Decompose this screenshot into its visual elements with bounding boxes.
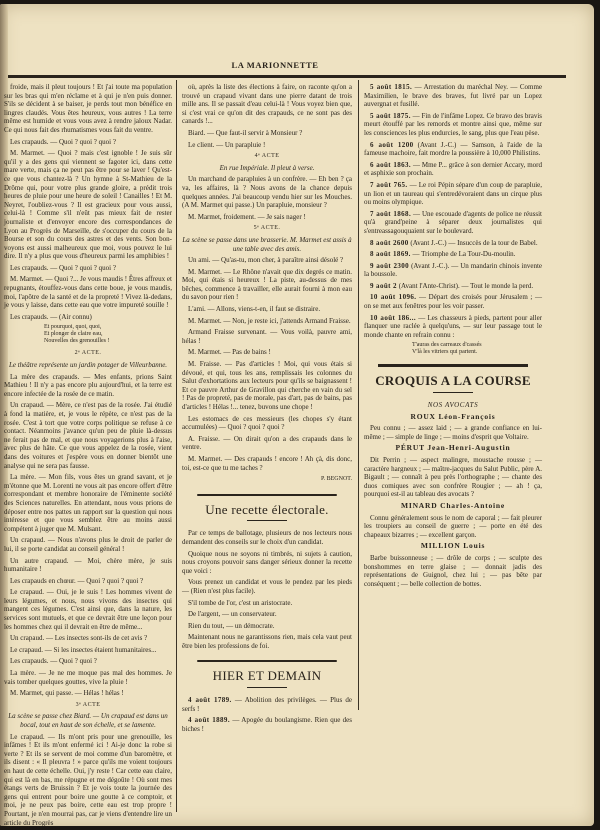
- entry-date: 9 août 2300: [370, 261, 410, 270]
- dated-entry: [364, 282, 542, 291]
- paragraph: Armand Fraisse survenant. — Vous voilà, pauvre ami, hélas !: [182, 328, 352, 345]
- paragraph: M. Marmet. — Quoi ?... Je vous maudis ! Êtres affreux et repugnants, étouffez-vous dans cette boue, je vous maudis, moi, l'apôtre de la santé et de la propreté ! Vivez là-dedans, je vous y laisse, dans cette eau que votre impureté souille !: [4, 275, 172, 310]
- entry-date: 4 août 1889.: [188, 716, 230, 725]
- paragraph: Les estomacs de ces messieurs (les chopes s'y étant accumulées) — Quoi ? quoi ? quoi ?: [182, 414, 352, 432]
- paragraph: où, après la liste des élections à faire, on raconte qu'on a trouvé un crapaud vivant dans une pierre datant de trois mille ans. Il se passait d'eau celui-là ! Vous voyez bien que, si c'est vrai ce qu'on dit des crapauds, ce ne sont pas des canards !...: [182, 83, 352, 126]
- verse-line: T'auras des carreaux d'cassés: [412, 342, 482, 349]
- section-rule: [378, 364, 528, 367]
- act-heading: 5ᵉ ACTE.: [253, 225, 281, 232]
- dated-entry: [364, 293, 542, 310]
- act-heading: 3ᵉ ACTE: [75, 701, 101, 708]
- title-separator: [247, 687, 287, 688]
- stage-direction: En rue Impériale. Il pleut à verse.: [219, 163, 315, 172]
- stage-direction: Le théâtre représente un jardin potager de Villeurbanne.: [8, 361, 168, 370]
- entry-date: 10 août 1096.: [370, 293, 417, 302]
- stage-direction: La scène se passe chez Biard. — Un crapaud est dans un bocal, tout en haut de son échelle, et se lamente.: [8, 712, 168, 729]
- dialogue-line: Les crapauds. — (Air connu): [10, 312, 92, 321]
- stage-direction: La scène se passe dans une brasserie. M. Marmet est assis à une table avec des amis.: [182, 235, 352, 253]
- dialogue-line: L'ami. — Allons, viens-t-en, il faut se distraire.: [188, 305, 321, 314]
- entry-text: — Fin de l'infâme Lopez. Ce bravo des bravis meurt étouffé par les remords et montre ainsi que, même sur les consciences les plus endurcies, le sang, plus que l'eau pèse.: [364, 111, 542, 137]
- paragraph: M. Marmet. — Des crapauds ! encore ! Ah çà, dis donc, toi, est-ce que tu me taches ?: [182, 454, 352, 472]
- dated-entry: [364, 314, 542, 340]
- dated-entry: [364, 239, 542, 248]
- paragraph: Rien du tout, — un démocrate.: [188, 621, 275, 630]
- dated-entry: [364, 83, 542, 109]
- article-title: CROQUIS A LA COURSE: [375, 373, 531, 389]
- entry-text: — Une escouade d'agents de police ne réussit qu'à grand'peine à séparer deux journalistes qui s'entreassagouquaient sur le boulevard.: [364, 209, 542, 235]
- section-subtitle: NOS AVOCATS: [427, 401, 479, 410]
- lawyer-description: Dit Perrin ; — aspect malingre, moustache rousse ; — caractère hargneux ; — maître-jacques du Salut Public, père A. Bigault ; — connaît à peu près l'orthographe ; — chante des duos comiques avec son confrère Rougier ; — ah ! ça, pourquoi est-il au tableau des avocats ?: [364, 456, 542, 499]
- dated-entry: [364, 112, 542, 138]
- article-title: Une recette électorale.: [205, 501, 329, 517]
- entry-text: — Abolition des privilèges. — Plus de serfs !: [182, 696, 352, 713]
- paragraph: Un autre crapaud. — Moi, chère mère, je suis humanitaire !: [4, 556, 172, 574]
- lawyer-name: MINARD Charles-Antoine: [400, 500, 506, 510]
- verse-line: V'là les vitriers qui partent.: [412, 349, 478, 356]
- entry-text: — Mme P... grâce à son dernier Accary, mord et asphixie son prochain.: [364, 160, 542, 178]
- dialogue-line: Les crapauds. — Quoi ? quoi ?: [10, 657, 97, 666]
- author-signature: P. BEGNOT.: [320, 476, 352, 483]
- entry-text: (Avant J.-C.). — Un mandarin chinois invente la boussole.: [364, 261, 542, 279]
- paragraph: Un ami. — Qu'as-tu, mon cher, à paraître ainsi désolé ?: [188, 256, 344, 265]
- entry-date: 4 août 1789.: [188, 696, 232, 705]
- paragraph: Vous prenez un candidat et vous le pendez par les pieds — (Rien n'est plus facile).: [182, 578, 352, 595]
- paragraph: De l'argent, — un conservateur.: [188, 610, 277, 619]
- paragraph: A. Fraisse. — On dirait qu'on a des crapauds dans le ventre.: [182, 434, 352, 452]
- title-separator: [247, 520, 287, 521]
- lawyer-name: MILLION Louis: [420, 541, 486, 551]
- dialogue-line: Le crapaud. — Si les insectes étaient humanitaires...: [10, 645, 157, 654]
- dated-entry: [364, 141, 542, 158]
- paragraph: S'il tombe de l'or, c'est un aristocrate.: [188, 598, 293, 607]
- paragraph: froide, mais il pleut toujours ! Et j'ai toute ma population sur les bras qui m'en réclame et à qui je n'en puis donner. S'ils se décident à se baiser, je perds tout mon bénéfice en lingres claudés. Vous êtes heureux, vous autres ! La terre même est humide et vous vous avez à rendre jaloux Nadar. Ce qui nous fait des rhumatismes vous fait du ventre.: [4, 83, 172, 134]
- paragraph: La mère. — Je ne me moque pas mal des hommes. Je vais tomber quelques gouttes, vive la pluie !: [4, 669, 172, 686]
- dated-entry: [364, 210, 542, 236]
- dialogue-line: Les crapauds. — Quoi ? quoi ? quoi ?: [10, 263, 116, 272]
- entry-text: — Triomphe de La Tour-Du-moulin.: [410, 250, 516, 259]
- column-divider: [358, 80, 359, 710]
- dialogue-line: Biard. — Que faut-il servir à Monsieur ?: [188, 128, 303, 137]
- entry-date: 5 août 1815.: [370, 83, 413, 91]
- entry-date: 8 août 2600: [370, 238, 409, 247]
- paragraph: Par ce temps de ballotage, plusieurs de nos lecteurs nous demandent des conseils sur le choix d'un candidat.: [182, 529, 352, 546]
- dialogue-line: Un crapaud. — Les insectes sont-ils de cet avis ?: [10, 634, 148, 643]
- newspaper-page: [0, 4, 594, 826]
- dialogue-line: Le client. — Un parapluie !: [188, 140, 266, 149]
- entry-date: 7 août 1868.: [370, 209, 412, 218]
- entry-date: 7 août 765.: [370, 180, 408, 189]
- paragraph: M. Marmet. — Le Rhône n'avait que dix degrés ce matin. Moi, qui étais si heureux ! La piste, au-dessus de mes bêches, commence à travailler, elle aurait fourni à mon eau du savon pour rien !: [182, 267, 352, 302]
- paragraph: Maintenant nous ne garantissons rien, mais cela vaut peut être bien les professions de foi.: [182, 633, 352, 650]
- article-title: HIER ET DEMAIN: [212, 668, 322, 684]
- ornamental-divider: [197, 660, 337, 662]
- title-separator: [433, 392, 473, 393]
- lawyer-description: Connu généralement sous le nom de caporal ; — fait pleurer les troupiers au conseil de guerre ; — porte en été des chapeaux bizarres ; — excellent garçon.: [364, 513, 542, 539]
- verse-line: Et plonger de claire eau,: [44, 331, 103, 338]
- column-right: [364, 83, 542, 591]
- column-left: [4, 83, 172, 826]
- header-rule: [8, 75, 566, 78]
- entry-text: (Avant l'Ante-Christ). — Tout le monde la perd.: [396, 281, 534, 290]
- paragraph: La mère. — Mon fils, vous êtes un grand savant, et je m'étonne que M. Lorenti ne vous ait pas encore offert d'être correspondant et membre honoraire de l'éminente société des Sciences naturelles. En attendant, nous vous prions de déposer entre nos pattes un rapport sur la question qui nous intéresse et que vous semblez être au moins aussi compétent à juger que M. Mulsant.: [4, 473, 172, 533]
- entry-date: 10 août 186...: [370, 313, 417, 322]
- paragraph: M. Marmet. — Non, je reste ici, j'attends Armand Fraisse.: [188, 316, 351, 325]
- lawyer-name: PÉRUT Jean-Henri-Augustin: [395, 443, 511, 453]
- column-middle: [182, 83, 352, 736]
- dated-entry: [364, 161, 542, 178]
- verse-line: Et pourquoi, quoi, quoi,: [44, 324, 102, 331]
- lawyer-description: Barbe buissonneuse ; — drôle de corps ; — sculpte des bonshommes en terre glaise ; — donnait jadis des représentations de Guignol, chez lui ; — pas bête par conséquent ; — belle collection de bottes.: [364, 553, 542, 588]
- entry-text: — Le roi Pépin sépare d'un coup de parapluie, un lion et un taureau qui s'entredévoraient dans un cirque plus ou moins olympique.: [364, 180, 543, 207]
- dated-entry: [364, 250, 542, 259]
- dated-entry: [364, 262, 542, 279]
- entry-date: 9 août 2: [370, 281, 397, 290]
- lawyer-name: ROUX Léon-François: [410, 411, 496, 421]
- entry-text: (Avant J.-C.) — Samson, à l'aide de la fameuse machoire, fait mordre la poussière à 10,000 Philistins.: [364, 140, 542, 158]
- dated-entry: [364, 181, 542, 207]
- dialogue-line: Les crapauds en chœur. — Quoi ? quoi ? quoi ?: [10, 576, 144, 585]
- ornamental-divider: [197, 494, 337, 496]
- verse: [412, 342, 542, 356]
- paragraph: Un marchand de parapluies à un confrère. — Eh ben ? ça va, les affaires, là ? Nous avons de la chance depuis quelques années. J'ai beaucoup vendu hier sur les Mouches. (A M. Marmet qui passe.) Un parapluie, monsieur ?: [182, 175, 352, 210]
- verse-line: Nouvelles des grenouilles !: [44, 338, 110, 345]
- dialogue-line: M. Marmet, qui passe. — Hélas ! hélas !: [10, 689, 124, 698]
- act-heading: 2ᵉ ACTE.: [74, 350, 102, 357]
- lawyer-description: Peu connu ; — assez laid ; — a grande confiance en lui-même ; — simple de linge ; — moins d'esprit que Voltaire.: [364, 424, 542, 441]
- dialogue-line: Les crapauds. — Quoi ? quoi ? quoi ?: [10, 137, 116, 146]
- paragraph: Le crapaud. — Oui, je le suis ! Les hommes vivent de leurs légumes, et nous, nous vivons des insectes qui mangent ces légumes. C'est ainsi que, dans la nature, les services sont mutuels, et que ce devrait être une leçon pour les hommes chez qui il devrait en être de même...: [4, 588, 172, 631]
- paragraph: M. Fraisse. — Pas d'articles ! Moi, qui vous étais si dévoué, et qui, tous les ans, remplissais les colonnes du Salut d'exhortations aux lecteurs pour qu'ils se baignassent ! Et ce pauvre Arthur de Gravillon qui cherche en vain du sel ! Pas de propreté, pas de morale, pas d'art, pas de bains, pas d'articles ! Hélas !... tenez, buvons une chope !: [182, 360, 352, 411]
- paragraph: Un crapaud. — Nous n'avons plus le droit de parler de lui, il se porte candidat au conseil général !: [4, 536, 172, 553]
- entry-text: (Avant J.-C.) — Insuccès de la tour de Babel.: [408, 238, 538, 247]
- paragraph: Le crapaud. — Ils m'ont pris pour une grenouille, les infâmes ! Et ils m'ont enfermé ici ! Ai-je donc la robe si verte ? Et ils se servent de moi comme d'un baromètre, et ils disent : « Il pleuvra ! » parce qu'ils me voient toujours en haut de cette échelle. Oui, j'y reste ! Car cette eau claire, qui est là en bas, me répugne et me dégoûte ! Où sont mes étangs verts de Bruissin ? Et je vois toute la journée des gens qui entrent pour boire une goutte à ce comptoir, et moi, je ne peux pas boire, cette eau est trop propre ! Pourtant, je n'en mourrai pas, car je viens d'entendre lire un article du Progrès: [4, 732, 172, 826]
- dialogue-line: M. Marmet. — Pas de bains !: [188, 348, 271, 357]
- column-divider: [176, 80, 177, 812]
- dated-entry: [182, 696, 352, 713]
- entry-date: 6 août 1200: [370, 140, 414, 149]
- entry-date: 5 août 1875.: [370, 111, 411, 120]
- act-heading: 4ᵉ ACTE: [254, 153, 280, 160]
- paragraph: Quoique nous ne soyons ni timbrés, ni sujets à caution, nous croyons pouvoir sans danger sérieux donner la recette que voici :: [182, 549, 352, 575]
- entry-text: — Apogée du boulangisme. Rien que des biches !: [182, 716, 352, 733]
- paragraph: Un crapaud. — Mère, ce n'est pas de la rosée. J'ai étudié à fond la matière, et, je vous le répète, ce n'est pas de la rosée. C'est à tort que votre corps politique se refuse à ce contact. Néanmoins j'avance qu'un peu de pluie là-dessus ne ferait pas de mal, et que nous voyagerions plus à l'aise, avec plus de hâte. Ce que vous appelez de la rosée, vient dans des voitures et j'espère vous en donner bientôt une analyse qui ne sera pas fausse.: [4, 401, 172, 470]
- entry-date: 6 août 1863.: [370, 160, 412, 169]
- dated-entry: [182, 716, 352, 733]
- verse: [44, 324, 172, 345]
- masthead: LA MARIONNETTE: [231, 60, 319, 70]
- entry-text: — Arrestation du maréchal Ney. — Comme Maximilien, le brave des braves, fut livré par un Lopez auvergnat et fusillé.: [364, 83, 543, 109]
- entry-date: 8 août 1869.: [370, 250, 411, 259]
- paragraph: La mère des crapauds. — Mes enfants, prions Saint Mathieu ! Il n'y a pas encore plu aujourd'hui, et la terre est encore infectée de la rosée de ce matin.: [4, 372, 172, 398]
- entry-text: — Les chasseurs à pieds, partent pour aller flanquer une raclée à quelqu'uns, — sur leur passage tout le monde chante en refrain connu :: [364, 313, 543, 339]
- dialogue-line: M. Marmet, froidement. — Je sais nager !: [188, 212, 306, 221]
- entry-text: — Départ des croisés pour Jérusalem ; — on se met aux fenêtres pour les voir passer.: [364, 293, 542, 311]
- paragraph: M. Marmet. — Quoi ? mais c'est ignoble ! Je suis sûr qu'il y a des gens qui viennent se fagoter ici, dans cette mare verte, mais ça ne peut pas être pour se laver ! Qu'est-ce que vous chantez-là ? Un hymne à St-Mathieu de la Drôme qui, pour votre plus grande gloire, a prédit trois heures de pluie pour une heure de soleil ! Canailles ! Et M. Neyret, l'oubliez-vous ? Il est gracieux pour vous aussi, celui-là ! Comme s'il n'eût pas mieux fait de rester journaliste et d'envoyer encore des correspondances de Lyon au Progrès de Marseille, de s'occuper du cours de la Bourse et son du cours des astres et des vents. Son bon-voyons est aussi malheureux que moi, vous pouvez le lui dire. Il n'y a plus que vous d'heureux parmi les amphibies !: [4, 149, 172, 261]
